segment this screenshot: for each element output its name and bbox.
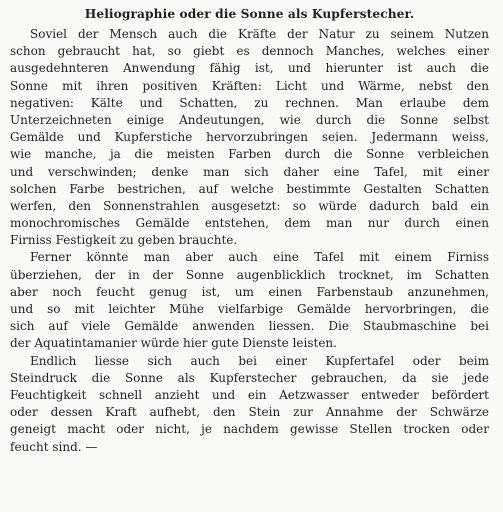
text-line: überziehen, der in der Sonne augenblicklich trocknet, im Schatten [10, 267, 489, 282]
text-line: oder dessen Kraft aufhebt, den Stein zur Annahme der Schwärze [10, 405, 489, 420]
text-line: sich auf viele Gemälde anwenden liessen. Die Staubmaschine bei [10, 319, 489, 334]
text-line: Firniss Festigkeit zu geben brauchte. [10, 233, 238, 248]
paragraph [10, 249, 489, 352]
text-line: der Aquatintamanier würde hier gute Dienste leisten. [10, 336, 337, 351]
text-line: Unterzeichneten einige Andeutungen, wie durch die Sonne selbst [10, 112, 489, 127]
text-line: Ferner könnte man aber auch eine Tafel mit einem Firniss [30, 250, 489, 265]
text-line: schon gebraucht hat, so giebt es dennoch Manches, welches einer [10, 44, 489, 59]
text-line: Gemälde und Kupferstiche hervorzubringen seien. Jedermann weiss, [10, 130, 489, 145]
paragraph [10, 353, 489, 456]
text-line: Soviel der Mensch auch die Kräfte der Natur zu seinem Nutzen [30, 27, 489, 41]
text-line: feucht sind. — [10, 439, 98, 454]
article-body [10, 26, 489, 456]
text-line: Sonne mit ihren positiven Kräften: Licht und Wärme, nebst den [10, 78, 489, 93]
text-line: monochromisches Gemälde entstehen, dem man nur durch einen [10, 216, 489, 231]
text-line: und verschwinden; denke man sich daher eine Tafel, mit einer [10, 164, 489, 179]
text-line: ausgedehnteren Anwendung fähig ist, und hierunter ist auch die [10, 61, 489, 76]
text-line: solchen Farbe bestrichen, auf welche bestimmte Gestalten Schatten [10, 181, 489, 196]
text-line: aber noch feucht genug ist, um einen Farbenstaub anzunehmen, [10, 284, 489, 299]
text-line: und so mit leichter Mühe vielfarbige Gemälde hervorbringen, die [10, 302, 489, 316]
text-line: Endlich liesse sich auch bei einer Kupfertafel oder beim [30, 353, 489, 368]
text-line: Steindruck die Sonne als Kupferstecher gebrauchen, da sie jede [10, 370, 489, 385]
text-line: wie manche, ja die meisten Farben durch die Sonne verbleichen [10, 147, 489, 162]
text-line: werfen, den Sonnenstrahlen ausgesetzt: so würde dadurch bald ein [10, 198, 489, 213]
article-title: Heliographie oder die Sonne als Kupferstecher. [84, 7, 415, 21]
paragraph [10, 26, 489, 249]
text-line: geneigt macht oder nicht, je nachdem gewisse Stellen trocken oder [10, 422, 489, 437]
text-line: negativen: Kälte und Schatten, zu rechnen. Man erlaube dem [10, 95, 489, 110]
text-line: Feuchtigkeit schnell anzieht und ein Aetzwasser entweder befördert [10, 387, 489, 402]
